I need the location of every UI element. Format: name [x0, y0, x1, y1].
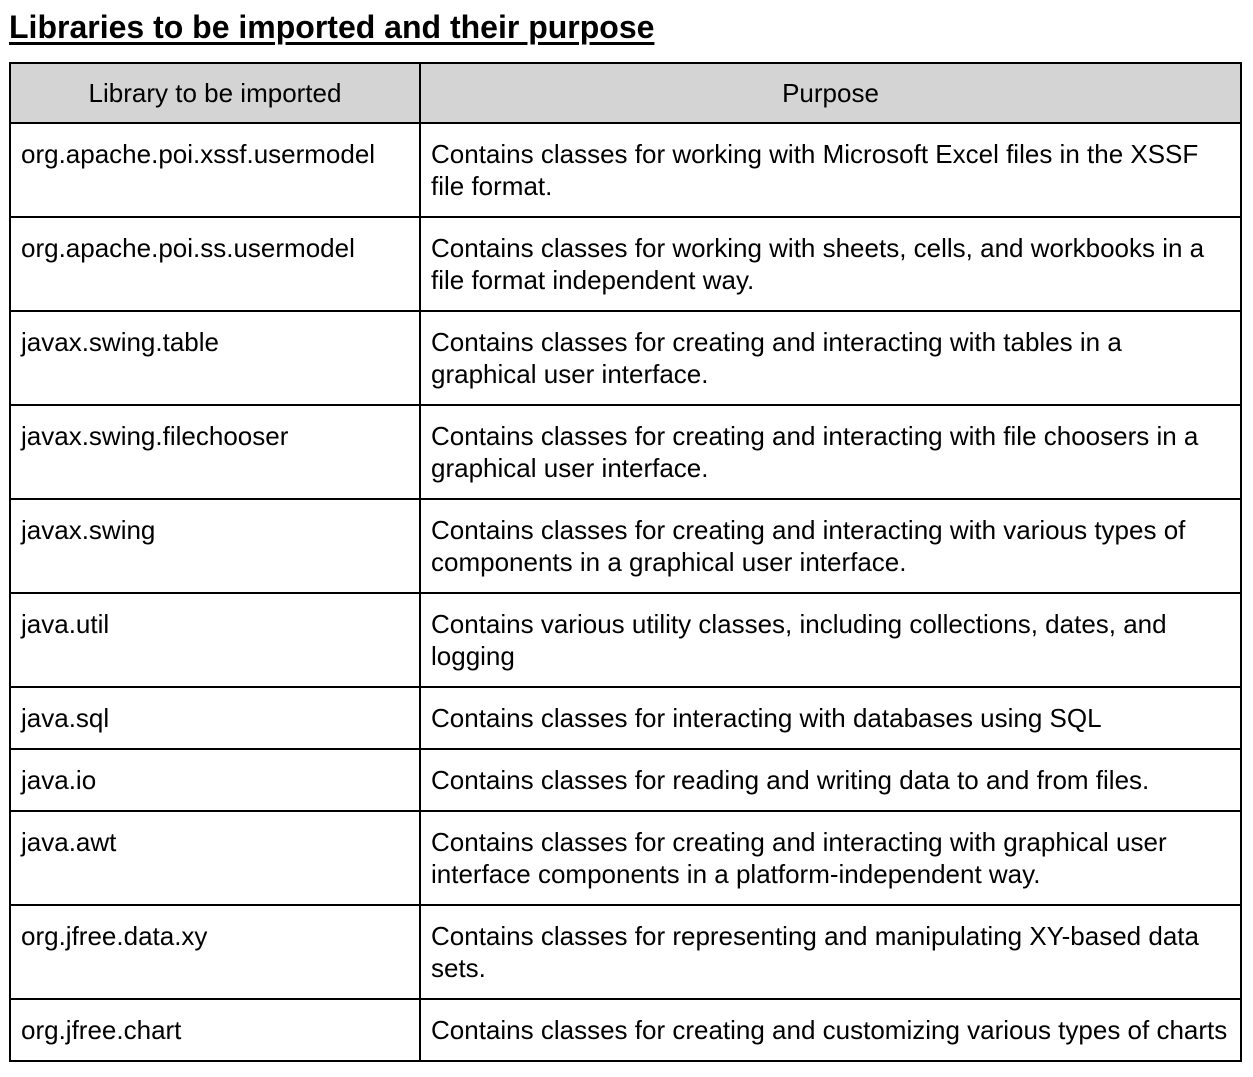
- purpose-cell: Contains classes for representing and manipulating XY-based data sets.: [420, 905, 1241, 999]
- purpose-cell: Contains various utility classes, including collections, dates, and logging: [420, 593, 1241, 687]
- library-cell: java.io: [10, 749, 420, 811]
- table-row: [10, 405, 1241, 499]
- table-row: [10, 123, 1241, 217]
- purpose-cell: Contains classes for creating and interacting with various types of components in a graphical user interface.: [420, 499, 1241, 593]
- library-cell: javax.swing.table: [10, 311, 420, 405]
- purpose-cell: Contains classes for creating and interacting with tables in a graphical user interface.: [420, 311, 1241, 405]
- library-cell: javax.swing: [10, 499, 420, 593]
- table-row: [10, 811, 1241, 905]
- header-library: Library to be imported: [10, 63, 420, 123]
- purpose-cell: Contains classes for creating and customizing various types of charts: [420, 999, 1241, 1061]
- header-purpose: Purpose: [420, 63, 1241, 123]
- table-row: [10, 905, 1241, 999]
- library-cell: java.sql: [10, 687, 420, 749]
- table-row: [10, 217, 1241, 311]
- library-cell: java.util: [10, 593, 420, 687]
- purpose-cell: Contains classes for working with sheets, cells, and workbooks in a file format independent way.: [420, 217, 1241, 311]
- purpose-cell: Contains classes for working with Microsoft Excel files in the XSSF file format.: [420, 123, 1241, 217]
- table-row: [10, 311, 1241, 405]
- purpose-cell: Contains classes for creating and interacting with graphical user interface components in a platform-independent way.: [420, 811, 1241, 905]
- purpose-cell: Contains classes for interacting with databases using SQL: [420, 687, 1241, 749]
- library-cell: org.apache.poi.ss.usermodel: [10, 217, 420, 311]
- library-cell: org.jfree.data.xy: [10, 905, 420, 999]
- library-cell: org.apache.poi.xssf.usermodel: [10, 123, 420, 217]
- library-cell: javax.swing.filechooser: [10, 405, 420, 499]
- table-row: [10, 593, 1241, 687]
- libraries-table: [9, 62, 1242, 1062]
- table-row: [10, 999, 1241, 1061]
- table-row: [10, 749, 1241, 811]
- page-title: Libraries to be imported and their purpose: [9, 9, 655, 45]
- purpose-cell: Contains classes for creating and interacting with file choosers in a graphical user interface.: [420, 405, 1241, 499]
- library-cell: java.awt: [10, 811, 420, 905]
- table-row: [10, 499, 1241, 593]
- library-cell: org.jfree.chart: [10, 999, 420, 1061]
- table-row: [10, 687, 1241, 749]
- purpose-cell: Contains classes for reading and writing data to and from files.: [420, 749, 1241, 811]
- table-header-row: [10, 63, 1241, 123]
